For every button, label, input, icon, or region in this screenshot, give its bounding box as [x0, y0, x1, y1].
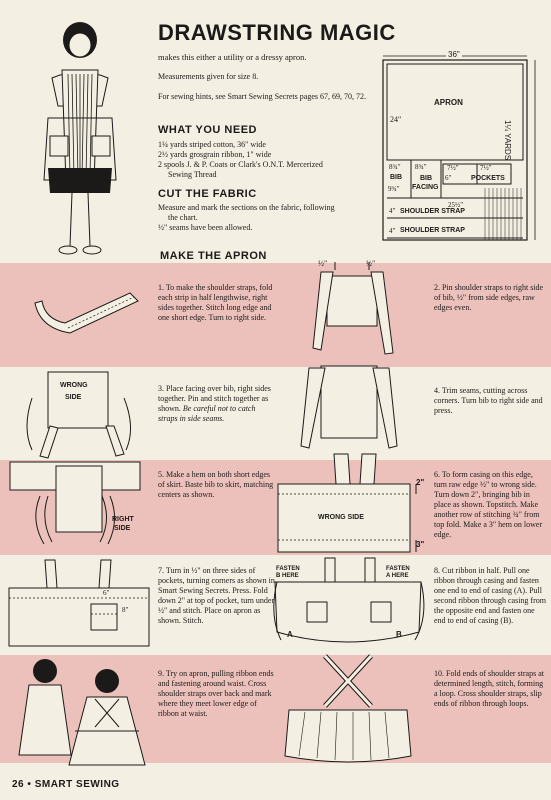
chart-strap-length: 25½"	[448, 201, 464, 209]
wrong-side-skirt-label: WRONG SIDE	[318, 514, 364, 521]
cut-fabric-line-1: Measure and mark the sections on the fabric, following	[158, 203, 335, 212]
intro-text: makes this either a utility or a dressy apron.	[158, 52, 307, 62]
material-item-continuation: Sewing Thread	[168, 170, 217, 179]
two-inch-label: 2"	[416, 478, 425, 487]
half-inch-label-b: ½"	[366, 259, 376, 268]
chart-strap1-label: SHOULDER STRAP	[400, 208, 465, 215]
step-9-text: 9. Try on apron, pulling ribbon ends and fastening around waist. Cross shoulder straps over back and mark where they meet lower edge of ribbon at waist.	[158, 669, 274, 718]
point-a-label: A	[287, 630, 293, 639]
chart-facing-width: 8¾"	[415, 163, 427, 171]
page-footer	[12, 779, 120, 790]
footer-section: SMART SEWING	[34, 779, 120, 790]
chart-pocket-width: 7½"	[447, 164, 459, 172]
step-3-text	[158, 384, 276, 424]
wrong-side-label-2: SIDE	[65, 394, 82, 401]
step2-bib-straps-illustration	[285, 258, 415, 368]
right-side-label-1: RIGHT	[112, 516, 134, 523]
step-2-text: 2. Pin shoulder straps to right side of bib, ½" from side edges, raw edges even.	[434, 283, 544, 312]
three-inch-label: 3"	[416, 540, 425, 549]
chart-pocket-width-2: 7½"	[480, 164, 492, 172]
chart-strap-width-2: 4"	[389, 227, 396, 235]
point-b-label: B	[396, 630, 402, 639]
chart-pocket-height: 6"	[445, 174, 452, 182]
cut-fabric-line-2: the chart.	[168, 213, 198, 222]
chart-bib-height: 9¾"	[388, 185, 400, 193]
chart-apron-height: 24"	[390, 115, 402, 124]
step4-bib-turned-illustration	[285, 362, 415, 452]
what-you-need-heading: WHAT YOU NEED	[158, 124, 257, 136]
step-5-text: 5. Make a hem on both short edges of skirt. Baste bib to skirt, matching centers as shown.	[158, 470, 274, 499]
cut-fabric-line-3: ½" seams have been allowed.	[158, 223, 253, 232]
right-side-label-2: SIDE	[114, 525, 131, 532]
step9-fitting-illustration	[15, 655, 155, 765]
chart-apron-label: APRON	[434, 98, 463, 107]
step-4-text: 4. Trim seams, cutting across corners. Turn bib to right side and press.	[434, 386, 543, 415]
page-number: 26	[12, 779, 25, 790]
step-8-text: 8. Cut ribbon in half. Pull one ribbon through casing and fasten one end to end of casing (A). Pull second ribbon through casing from the opposite end and fasten one end to end of casing (B).	[434, 566, 546, 625]
fasten-a-label-1: FASTEN	[386, 566, 410, 572]
make-the-apron-heading: MAKE THE APRON	[160, 250, 267, 262]
wrong-side-label-1: WRONG	[60, 382, 88, 389]
fasten-a-label-2: A HERE	[386, 573, 409, 579]
step6-casing-illustration	[278, 450, 428, 560]
step-7-text: 7. Turn in ½" on three sides of pockets, turning corners as shown in Smart Sewing Secrets. Press. Fold down 2" at top of pocket, turn under ½" and stitch. Place on apron as shown. Stitch.	[158, 566, 275, 625]
step-1-text: 1. To make the shoulder straps, fold each strip in half lengthwise, right sides together. Stitch long edge and one short edge. Turn to right side.	[158, 283, 273, 322]
chart-width-label: 36"	[448, 50, 460, 59]
chart-facing-label-1: BIB	[420, 175, 433, 182]
chart-strap-width-1: 4"	[389, 207, 396, 215]
step-3-caution: Be careful not to catch straps in side seams.	[158, 404, 256, 423]
step5-skirt-illustration	[10, 460, 150, 555]
cut-the-fabric-heading: CUT THE FABRIC	[158, 188, 257, 200]
chart-bib-width: 8¾"	[389, 163, 401, 171]
fasten-b-label-2: B HERE	[276, 573, 299, 579]
step-6-text: 6. To form casing on this edge, turn raw edge ½" to wrong side. Turn down 2", bringing bib in place as shown. Topstitch. Make another row of stitching ¾" from top fold. Make a 3" hem on lower edge.	[434, 470, 543, 539]
step1-strap-illustration	[30, 283, 150, 343]
eight-inch-label: 8"	[122, 606, 129, 614]
girl-apron-illustration	[30, 18, 130, 258]
step-3-main: 3. Place facing over bib, right sides together. Pin and stitch together as shown.	[158, 384, 271, 413]
page-title: DRAWSTRING MAGIC	[158, 20, 396, 45]
material-item: 1¼ yards striped cotton, 36" wide	[158, 140, 266, 149]
material-item: 2 spools J. & P. Coats or Clark's O.N.T. Mercerized	[158, 160, 323, 169]
sewing-hints-text: For sewing hints, see Smart Sewing Secrets pages 67, 69, 70, 72.	[158, 92, 366, 101]
chart-pockets-label: POCKETS	[471, 175, 505, 182]
materials-list	[158, 140, 373, 180]
chart-yards-label: 1¼ YARDS	[503, 120, 512, 161]
footer-bullet: •	[27, 779, 32, 790]
chart-facing-label-2: FACING	[412, 184, 439, 191]
step10-crossed-straps-illustration	[285, 652, 415, 767]
chart-bib-label: BIB	[390, 174, 403, 181]
material-item: 2½ yards grosgrain ribbon, 1" wide	[158, 150, 272, 159]
fasten-b-label-1: FASTEN	[276, 566, 300, 572]
half-inch-label-a: ½"	[318, 259, 328, 268]
step-10-text: 10. Fold ends of shoulder straps at determined length, stitch, forming a loop. Cross shoulder straps, slip ends of ribbon through loops.	[434, 669, 544, 708]
six-inch-label: 6"	[103, 589, 110, 597]
cutting-chart	[375, 48, 550, 248]
step7-pocket-illustration	[5, 558, 155, 653]
chart-strap2-label: SHOULDER STRAP	[400, 227, 465, 234]
measurements-text: Measurements given for size 8.	[158, 72, 259, 81]
